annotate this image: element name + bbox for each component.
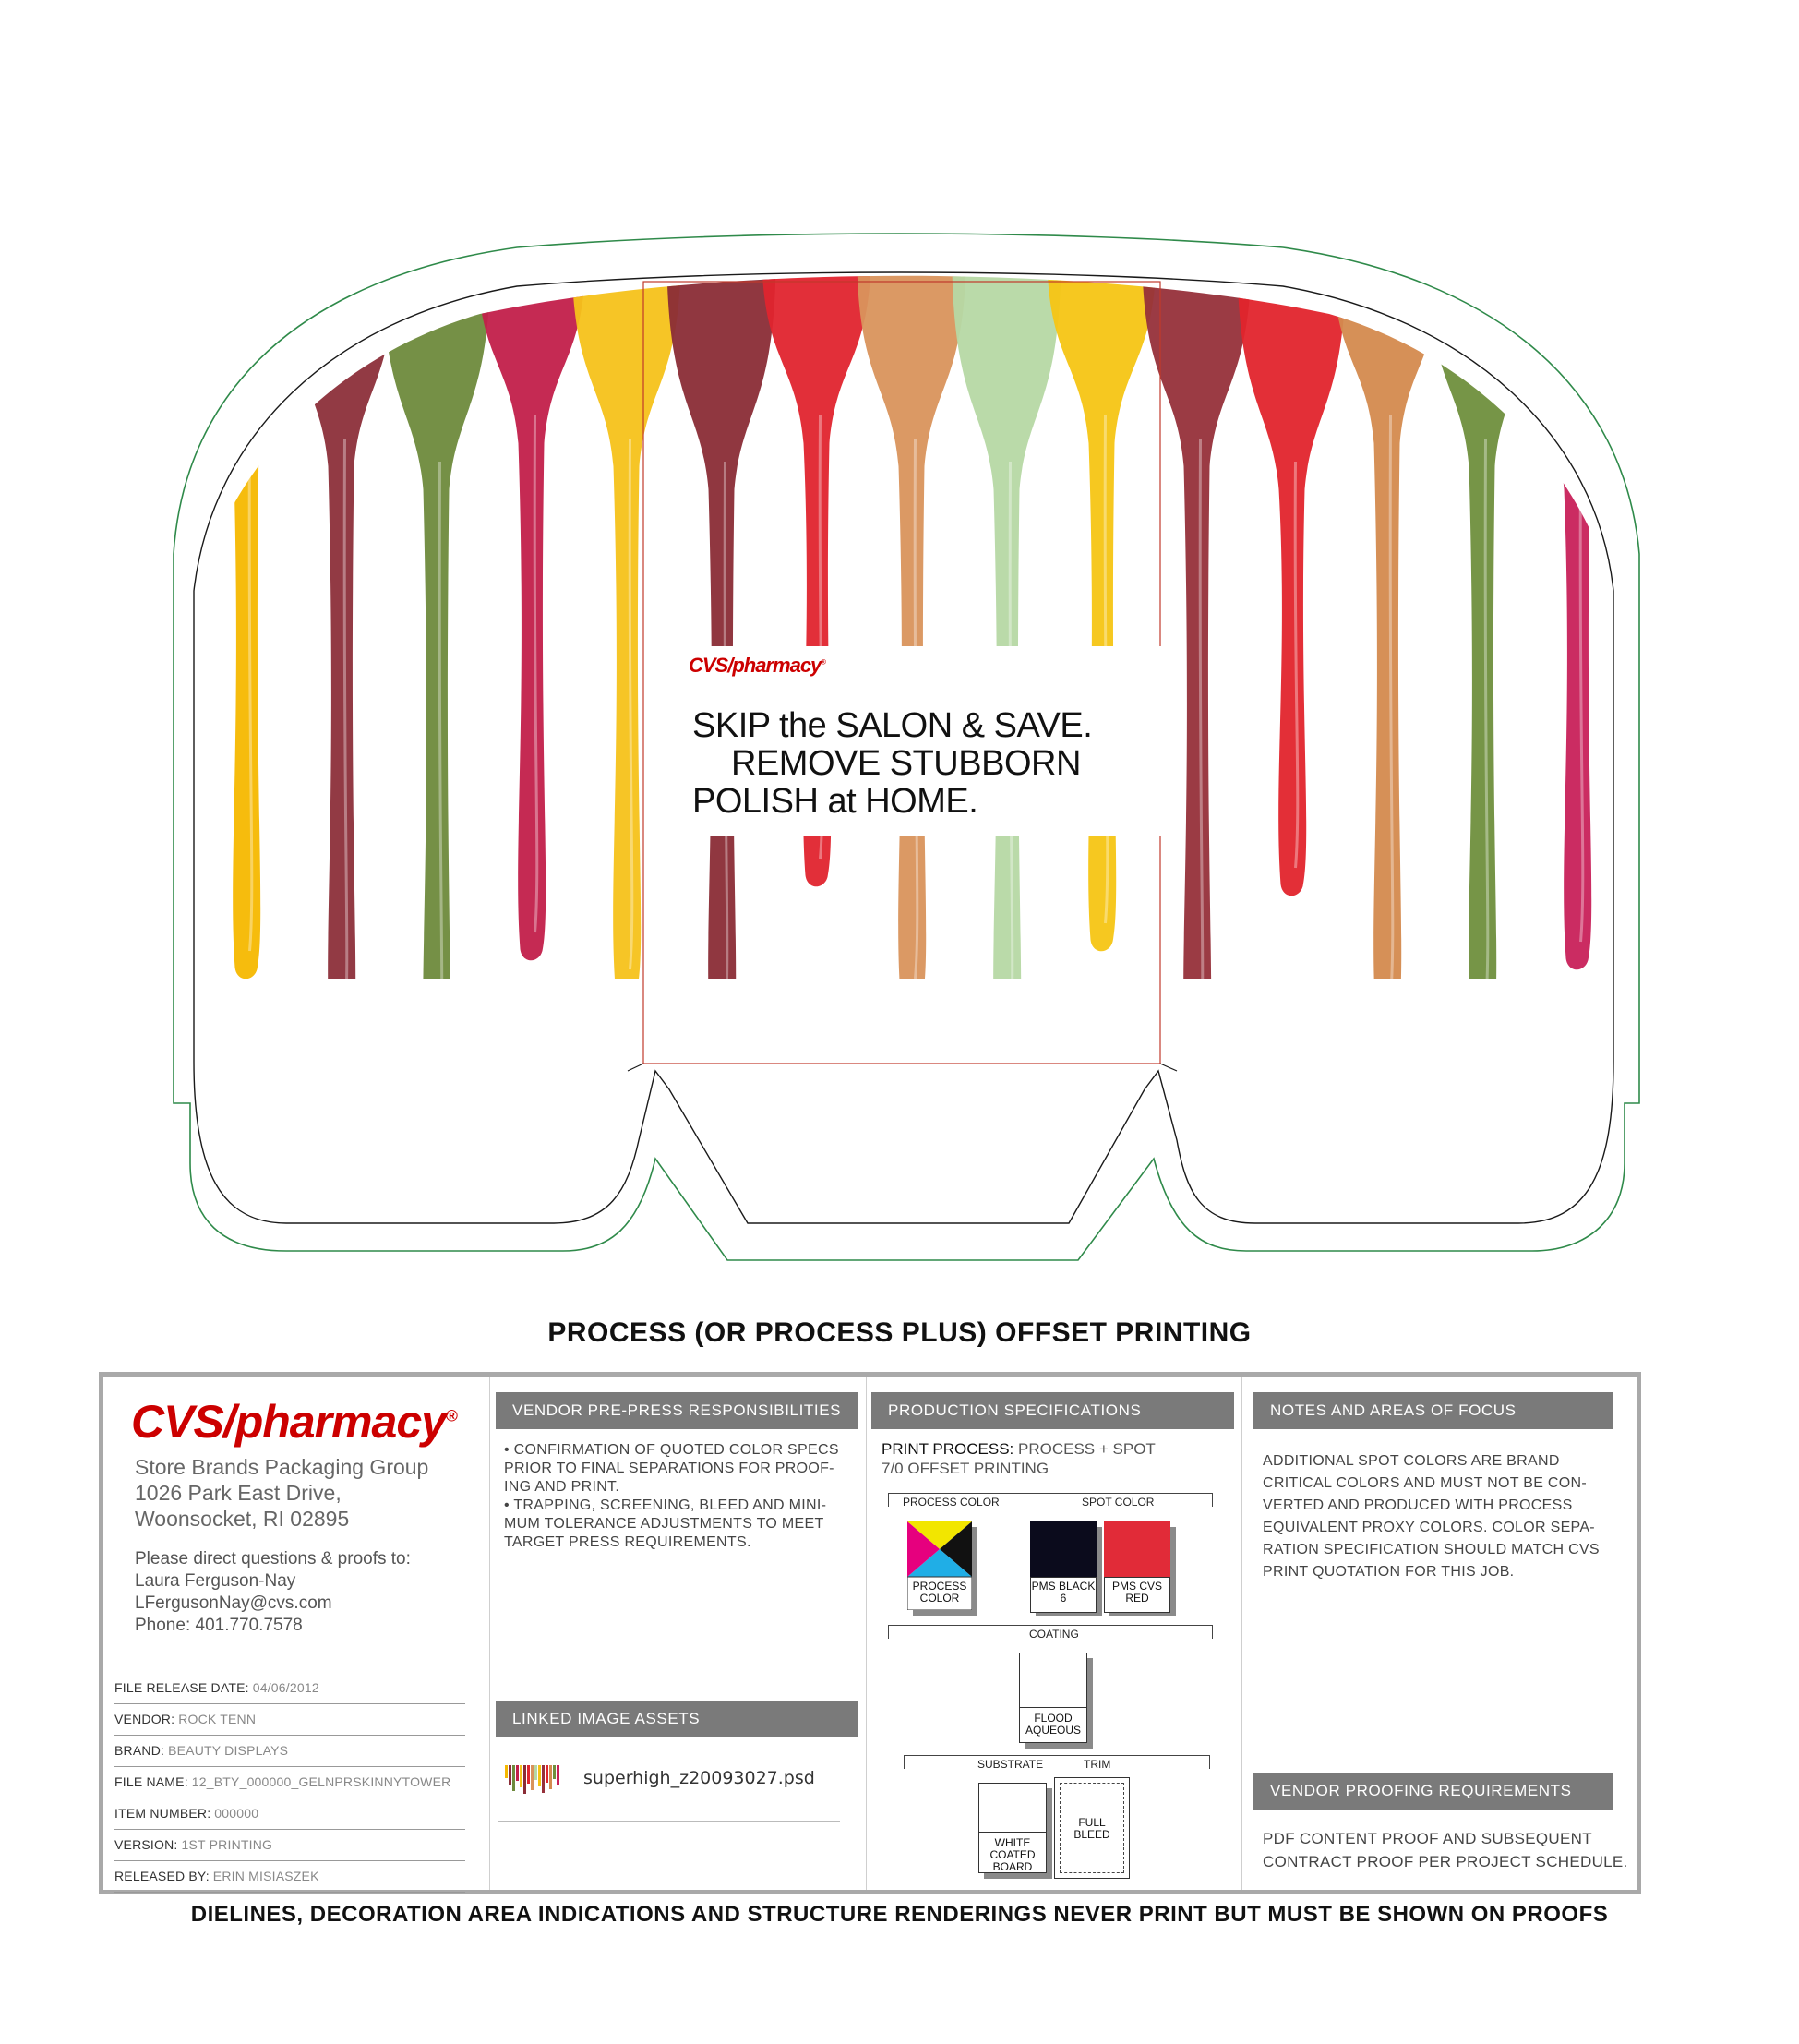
- prepress-line: • CONFIRMATION OF QUOTED COLOR SPECS: [504, 1442, 839, 1458]
- substrate-label: [979, 1837, 1046, 1873]
- file-info-row: [114, 1829, 465, 1861]
- print-process-value: PROCESS + SPOT: [1018, 1440, 1156, 1458]
- field-label: VENDOR:: [114, 1712, 175, 1726]
- bottom-title: DIELINES, DECORATION AREA INDICATIONS AND STRUCTURE RENDERINGS NEVER PRINT BUT MUST BE SHOWN ON PROOFS: [190, 1902, 1609, 1927]
- cvs-logo-large: CVS/pharmacy®: [131, 1396, 457, 1448]
- paint-drip: [857, 249, 965, 1006]
- asset-thumbnail-icon[interactable]: [503, 1763, 562, 1797]
- field-value: ROCK TENN: [178, 1712, 257, 1726]
- vendor-prepress-header: VENDOR PRE-PRESS RESPONSIBILITIES: [496, 1392, 858, 1429]
- pms-red-swatch: [1104, 1521, 1170, 1610]
- thumb-drip: [520, 1765, 522, 1787]
- notes-line: EQUIVALENT PROXY COLORS. COLOR SEPA-: [1263, 1520, 1595, 1535]
- notes-line: CRITICAL COLORS AND MUST NOT BE CON-: [1263, 1475, 1587, 1491]
- spot-color-title: SPOT COLOR: [1079, 1496, 1157, 1509]
- label-line: PMS BLACK: [1031, 1580, 1096, 1593]
- contact-phone: Phone: 401.770.7578: [135, 1616, 303, 1635]
- contact-email[interactable]: LFergusonNay@cvs.com: [135, 1593, 332, 1613]
- prepress-line: ING AND PRINT.: [504, 1479, 620, 1495]
- label-line: BLEED: [1073, 1828, 1110, 1841]
- notes-line: PRINT QUOTATION FOR THIS JOB.: [1263, 1564, 1515, 1580]
- paint-drip: [381, 249, 490, 1094]
- field-value: ERIN MISIASZEK: [212, 1869, 319, 1883]
- contact-block: [135, 1548, 411, 1637]
- substrate-title: SUBSTRATE: [975, 1758, 1046, 1771]
- notes-header: NOTES AND AREAS OF FOCUS: [1253, 1392, 1613, 1429]
- label-line: 6: [1060, 1592, 1067, 1605]
- address-line: 1026 Park East Drive,: [135, 1481, 342, 1505]
- field-value: 000000: [214, 1806, 259, 1821]
- spec-sheet: [99, 1372, 1641, 1894]
- thumb-drip: [557, 1765, 559, 1785]
- prepress-line: MUM TOLERANCE ADJUSTMENTS TO MEET: [504, 1516, 824, 1532]
- label-line: COATED: [989, 1848, 1036, 1861]
- fold-line: [628, 1064, 1177, 1071]
- asset-file-name[interactable]: superhigh_z20093027.psd: [583, 1768, 815, 1788]
- thumb-drip: [523, 1765, 526, 1794]
- label-line: PMS CVS: [1111, 1580, 1162, 1593]
- label-line: COLOR: [919, 1592, 960, 1605]
- coating-label: [1020, 1713, 1086, 1737]
- field-label: FILE RELEASE DATE:: [114, 1680, 249, 1695]
- headline-panel: [644, 646, 1161, 836]
- trim-swatch: [1054, 1777, 1130, 1879]
- address-line: Store Brands Packaging Group: [135, 1455, 429, 1479]
- label-line: FLOOD: [1034, 1712, 1073, 1725]
- address-line: Woonsocket, RI 02895: [135, 1507, 350, 1531]
- contact-line: Please direct questions & proofs to:: [135, 1549, 411, 1569]
- field-label: ITEM NUMBER:: [114, 1806, 211, 1821]
- trim-title: TRIM: [1081, 1758, 1113, 1771]
- headline-line-3: POLISH at HOME.: [692, 782, 978, 821]
- substrate-swatch: [978, 1783, 1047, 1873]
- paint-drip: [571, 249, 680, 997]
- process-color-label: [909, 1577, 970, 1612]
- paint-drip: [1522, 249, 1631, 969]
- asset-divider: [498, 1821, 840, 1822]
- label-line: AQUEOUS: [1025, 1724, 1081, 1737]
- print-process-line2: 7/0 OFFSET PRINTING: [882, 1460, 1049, 1477]
- coating-title: COATING: [1026, 1628, 1082, 1641]
- column-divider: [1241, 1377, 1242, 1890]
- field-value: BEAUTY DISPLAYS: [168, 1743, 289, 1758]
- file-info-row: [114, 1798, 465, 1830]
- column-divider: [866, 1377, 867, 1890]
- coating-swatch: [1019, 1653, 1087, 1743]
- thumb-drip: [516, 1765, 519, 1781]
- paint-drip: [191, 249, 300, 979]
- print-process: [882, 1439, 1156, 1478]
- label-line: RED: [1125, 1592, 1149, 1605]
- paint-drip: [1047, 249, 1156, 951]
- field-label: BRAND:: [114, 1743, 165, 1758]
- contact-name: Laura Ferguson-Nay: [135, 1571, 296, 1591]
- process-color-title: PROCESS COLOR: [900, 1496, 1002, 1509]
- vendor-prepress-text: [504, 1441, 839, 1552]
- proofing-line: CONTRACT PROOF PER PROJECT SCHEDULE.: [1263, 1853, 1628, 1870]
- pms-red-fill: [1104, 1521, 1170, 1577]
- notes-line: VERTED AND PRODUCED WITH PROCESS: [1263, 1497, 1573, 1513]
- notes-line: ADDITIONAL SPOT COLORS ARE BRAND: [1263, 1453, 1560, 1469]
- headline: [692, 707, 1092, 821]
- field-label: RELEASED BY:: [114, 1869, 210, 1883]
- thumb-drip: [531, 1765, 534, 1790]
- thumb-drip: [553, 1765, 556, 1779]
- field-label: FILE NAME:: [114, 1774, 188, 1789]
- file-info-row: [114, 1766, 465, 1798]
- pms-black-swatch: [1030, 1521, 1097, 1610]
- thumb-drip: [538, 1765, 541, 1786]
- thumb-drip: [512, 1765, 515, 1791]
- pms-black-label: [1030, 1577, 1097, 1613]
- thumb-drip: [546, 1765, 548, 1783]
- thumb-drip: [542, 1765, 545, 1793]
- prepress-line: • TRAPPING, SCREENING, BLEED AND MINI-: [504, 1497, 827, 1513]
- thumb-drip: [549, 1765, 552, 1789]
- paint-drip: [286, 249, 395, 1052]
- proofing-line: PDF CONTENT PROOF AND SUBSEQUENT: [1263, 1830, 1592, 1847]
- label-line: BOARD: [992, 1860, 1033, 1873]
- thumb-drip: [534, 1765, 537, 1780]
- production-header: PRODUCTION SPECIFICATIONS: [871, 1392, 1234, 1429]
- swatch-divider: [979, 1832, 1046, 1833]
- notes-line: RATION SPECIFICATION SHOULD MATCH CVS: [1263, 1542, 1600, 1557]
- prepress-line: PRIOR TO FINAL SEPARATIONS FOR PROOF-: [504, 1461, 834, 1476]
- label-line: WHITE: [994, 1836, 1031, 1849]
- field-value: 04/06/2012: [252, 1680, 319, 1695]
- pms-red-label: [1104, 1577, 1170, 1613]
- column-divider: [489, 1377, 490, 1890]
- file-info-row: [114, 1672, 465, 1704]
- headline-line-1: SKIP the SALON & SAVE.: [692, 706, 1093, 745]
- label-line: FULL: [1078, 1816, 1106, 1829]
- paint-drip: [1332, 249, 1441, 1025]
- company-address: [135, 1454, 428, 1532]
- trim-label: [1055, 1817, 1129, 1841]
- headline-line-2: REMOVE STUBBORN: [731, 744, 1081, 783]
- field-value: 12_BTY_000000_GELNPRSKINNYTOWER: [191, 1774, 451, 1789]
- notes-text: [1263, 1450, 1600, 1583]
- substrate-bracket: [904, 1755, 1210, 1769]
- pms-black-fill: [1030, 1521, 1097, 1577]
- print-process-label: PRINT PROCESS:: [882, 1440, 1014, 1458]
- file-info-row: [114, 1703, 465, 1736]
- proofing-text: [1263, 1827, 1628, 1873]
- prepress-line: TARGET PRESS REQUIREMENTS.: [504, 1534, 751, 1550]
- file-info-row: [114, 1735, 465, 1767]
- file-info-row: [114, 1860, 465, 1893]
- thumb-drip: [505, 1765, 508, 1778]
- top-title: PROCESS (OR PROCESS PLUS) OFFSET PRINTING: [547, 1317, 1252, 1348]
- thumb-drip: [527, 1765, 530, 1784]
- paint-drip: [476, 249, 585, 960]
- cvs-logo: CVS/pharmacy®: [689, 654, 825, 677]
- thumb-drip: [509, 1765, 511, 1785]
- field-value: 1ST PRINTING: [181, 1837, 273, 1852]
- swatch-divider: [1020, 1707, 1086, 1708]
- proofing-header: VENDOR PROOFING REQUIREMENTS: [1253, 1773, 1613, 1810]
- field-label: VERSION:: [114, 1837, 178, 1852]
- linked-assets-header: LINKED IMAGE ASSETS: [496, 1701, 858, 1737]
- label-line: PROCESS: [912, 1580, 967, 1593]
- paint-drip: [1237, 249, 1346, 896]
